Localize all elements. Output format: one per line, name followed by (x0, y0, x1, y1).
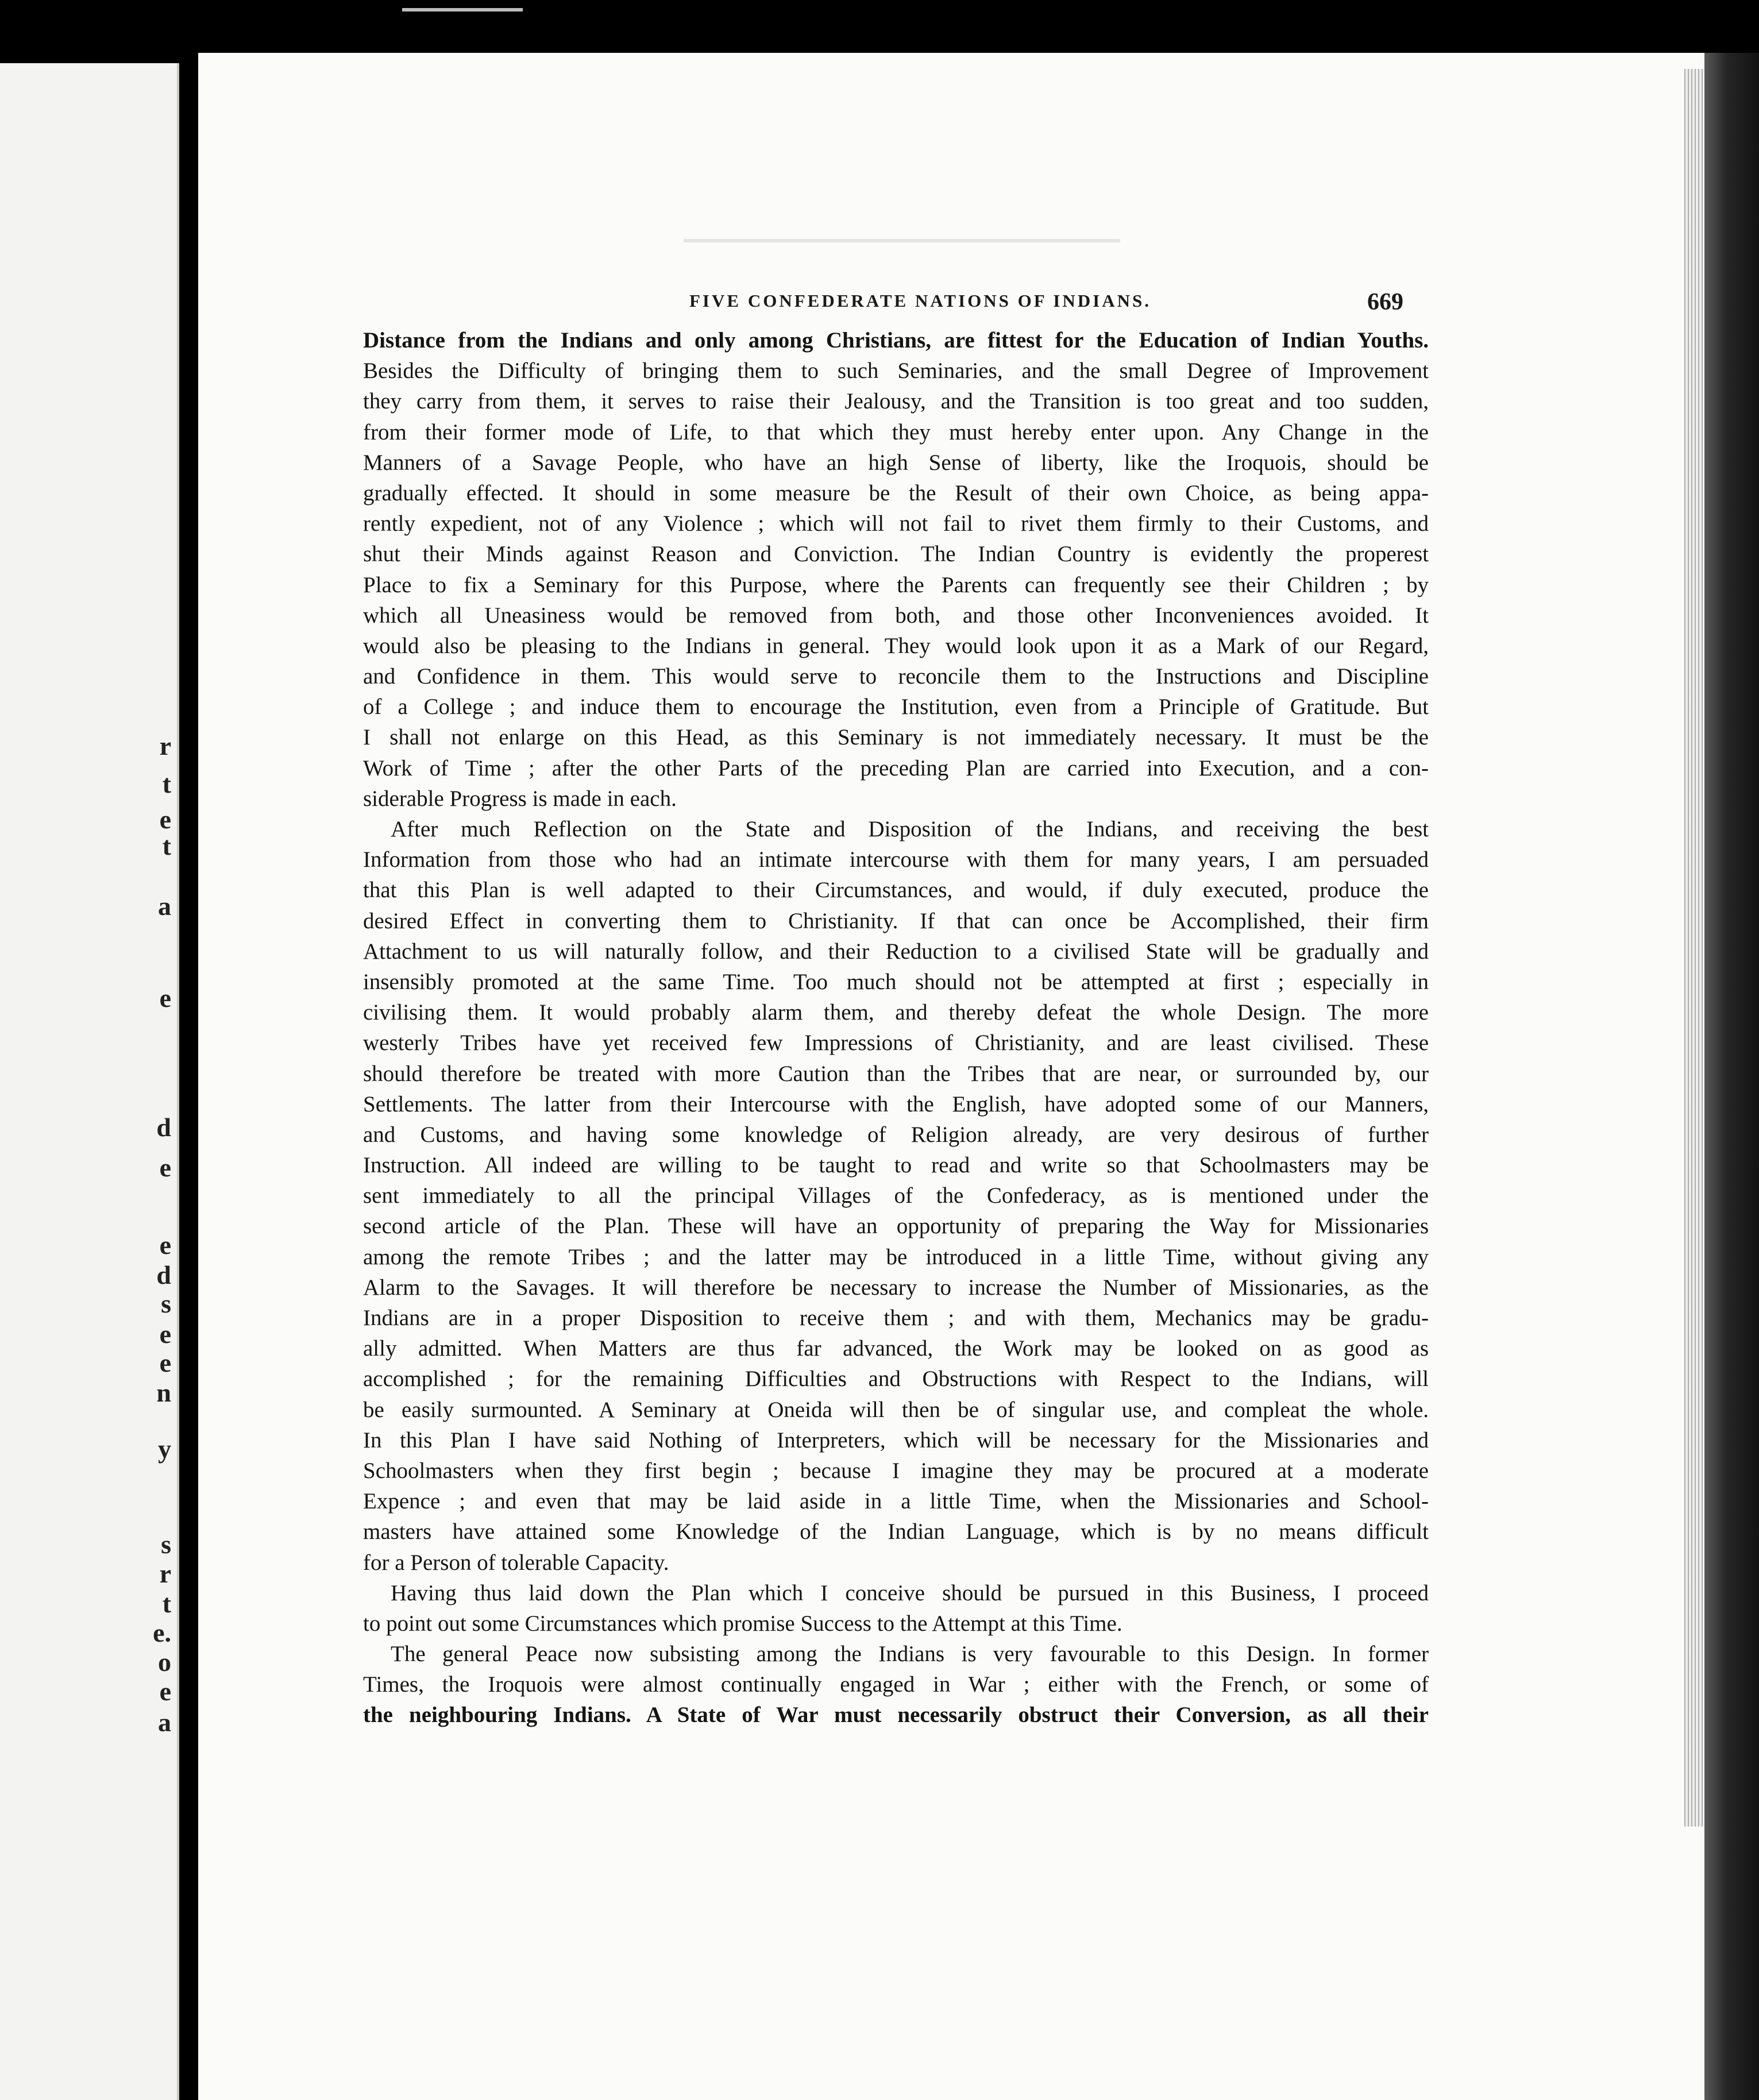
facing-page-letter: t (162, 1589, 171, 1618)
text-line: Manners of a Savage People, who have an high Sense of liberty, like the Iroquois, should be (363, 450, 1429, 475)
text-line: that this Plan is well adapted to their Circumstances, and would, if duly executed, produce the (363, 878, 1429, 903)
facing-page-letter: s (161, 1289, 171, 1318)
facing-page-fragment (0, 63, 179, 2100)
text-line: of a College ; and induce them to encourage the Institution, even from a Principle of Gratitude. But (363, 694, 1429, 720)
facing-page-letter: e (159, 1319, 171, 1349)
text-line: be easily surmounted. A Seminary at Oneida will then be of singular use, and compleat the whole. (363, 1397, 1429, 1422)
bleed-through-line (684, 239, 1120, 242)
text-line: Attachment to us will naturally follow, and their Reduction to a civilised State will be gradually and (363, 939, 1429, 964)
text-line: and Confidence in them. This would serve to reconcile them to the Instructions and Discipline (363, 664, 1429, 689)
text-line: accomplished ; for the remaining Difficulties and Obstructions with Respect to the Indians, will (363, 1366, 1429, 1392)
text-line: civilising them. It would probably alarm them, and thereby defeat the whole Design. The more (363, 1000, 1429, 1025)
text-line: I shall not enlarge on this Head, as this Seminary is not immediately necessary. It must be the (363, 725, 1429, 750)
text-line: After much Reflection on the State and Disposition of the Indians, and receiving the best (391, 817, 1429, 841)
facing-page-letter: r (159, 1559, 171, 1588)
text-line: second article of the Plan. These will have an opportunity of preparing the Way for Missionaries (363, 1214, 1429, 1239)
top-rule (402, 8, 523, 11)
text-line: The general Peace now subsisting among the Indians is very favourable to this Design. In former (391, 1642, 1429, 1667)
page-edge-stack (1684, 69, 1704, 1827)
text-line: westerly Tribes have yet received few Impressions of Christianity, and are least civilised. These (363, 1030, 1429, 1056)
facing-page-letter: e (159, 1153, 171, 1182)
text-line: gradually effected. It should in some measure be the Result of their own Choice, as being appa- (363, 480, 1429, 505)
text-line: and Customs, and having some knowledge of Religion already, are very desirous of further (363, 1122, 1429, 1147)
text-line: shut their Minds against Reason and Conviction. The Indian Country is evidently the properest (363, 542, 1429, 567)
text-line: for a Person of tolerable Capacity. (363, 1550, 669, 1575)
text-line: would also be pleasing to the Indians in general. They would look upon it as a Mark of our Regard, (363, 633, 1429, 658)
facing-page-letter: e (159, 1677, 171, 1706)
text-line: Settlements. The latter from their Intercourse with the English, have adopted some of our Manners, (363, 1091, 1429, 1117)
facing-page-letter: n (156, 1378, 171, 1407)
text-line: siderable Progress is made in each. (363, 786, 677, 811)
facing-page-letter: y (158, 1434, 171, 1464)
text-line: rently expedient, not of any Violence ; which will not fail to rivet them firmly to their Customs, and (363, 511, 1429, 536)
facing-page-letter: s (161, 1530, 171, 1559)
text-line: they carry from them, it serves to raise their Jealousy, and the Transition is too great and too sudden, (363, 389, 1429, 414)
text-line: ally admitted. When Matters are thus far advanced, the Work may be looked on as good as (363, 1336, 1429, 1361)
text-line: which all Uneasiness would be removed from both, and those other Inconveniences avoided. It (363, 603, 1429, 628)
text-line: Instruction. All indeed are willing to be taught to read and write so that Schoolmasters may be (363, 1153, 1429, 1178)
text-line: Besides the Difficulty of bringing them to such Seminaries, and the small Degree of Improvement (363, 358, 1429, 384)
facing-page-letter: t (162, 831, 171, 860)
text-line: Distance from the Indians and only among Christians, are fittest for the Education of Indian Youths. (363, 328, 1429, 353)
text-line: Work of Time ; after the other Parts of the preceding Plan are carried into Execution, and a con- (363, 755, 1429, 781)
facing-page-letter: t (162, 769, 171, 798)
text-line: insensibly promoted at the same Time. Too much should not be attempted at first ; especially in (363, 969, 1429, 994)
text-line: Alarm to the Savages. It will therefore be necessary to increase the Number of Missionaries, as the (363, 1275, 1429, 1300)
facing-page-letter: a (158, 1708, 171, 1737)
running-head: FIVE CONFEDERATE NATIONS OF INDIANS. (689, 291, 1151, 311)
text-line: from their former mode of Life, to that which they must hereby enter upon. Any Change in the (363, 419, 1429, 445)
text-line: desired Effect in converting them to Christianity. If that can once be Accomplished, their firm (363, 908, 1429, 933)
page-edge-shadow (1704, 53, 1759, 2100)
facing-page-letter: e (159, 805, 171, 834)
text-line: Expence ; and even that may be laid aside in a little Time, when the Missionaries and School- (363, 1489, 1429, 1514)
text-line: Times, the Iroquois were almost continually engaged in War ; either with the French, or some of (363, 1672, 1429, 1697)
text-line: should therefore be treated with more Caution than the Tribes that are near, or surrounded by, our (363, 1061, 1429, 1086)
facing-page-letter: o (158, 1647, 171, 1677)
facing-page-letter: e (159, 1230, 171, 1260)
facing-page-letter: a (158, 891, 171, 921)
text-line: In this Plan I have said Nothing of Interpreters, which will be necessary for the Missionaries and (363, 1427, 1429, 1453)
text-line: the neighbouring Indians. A State of War must necessarily obstruct their Conversion, as all their (363, 1703, 1429, 1728)
text-line: Indians are in a proper Disposition to receive them ; and with them, Mechanics may be gradu- (363, 1306, 1429, 1330)
text-line: Schoolmasters when they first begin ; because I imagine they may be procured at a moderate (363, 1458, 1429, 1483)
text-line: sent immediately to all the principal Villages of the Confederacy, as is mentioned under the (363, 1183, 1429, 1209)
facing-page-letter: e. (153, 1618, 171, 1647)
facing-page-letter: d (156, 1260, 171, 1290)
facing-page-letter: e (159, 983, 171, 1013)
text-line: masters have attained some Knowledge of the Indian Language, which is by no means difficult (363, 1519, 1429, 1545)
facing-page-letter: r (159, 731, 171, 761)
text-line: to point out some Circumstances which promise Success to the Attempt at this Time. (363, 1611, 1122, 1636)
facing-page-letter: d (156, 1113, 171, 1142)
text-line: Information from those who had an intimate intercourse with them for many years, I am persuaded (363, 847, 1429, 873)
body-text (363, 325, 1429, 1731)
text-line: among the remote Tribes ; and the latter may be introduced in a little Time, without giving any (363, 1244, 1429, 1269)
page-number: 669 (1367, 289, 1403, 315)
facing-page-letter: e (159, 1348, 171, 1377)
text-line: Place to fix a Seminary for this Purpose, where the Parents can frequently see their Children ; by (363, 572, 1429, 597)
text-line: Having thus laid down the Plan which I conceive should be pursued in this Business, I proceed (391, 1580, 1429, 1605)
